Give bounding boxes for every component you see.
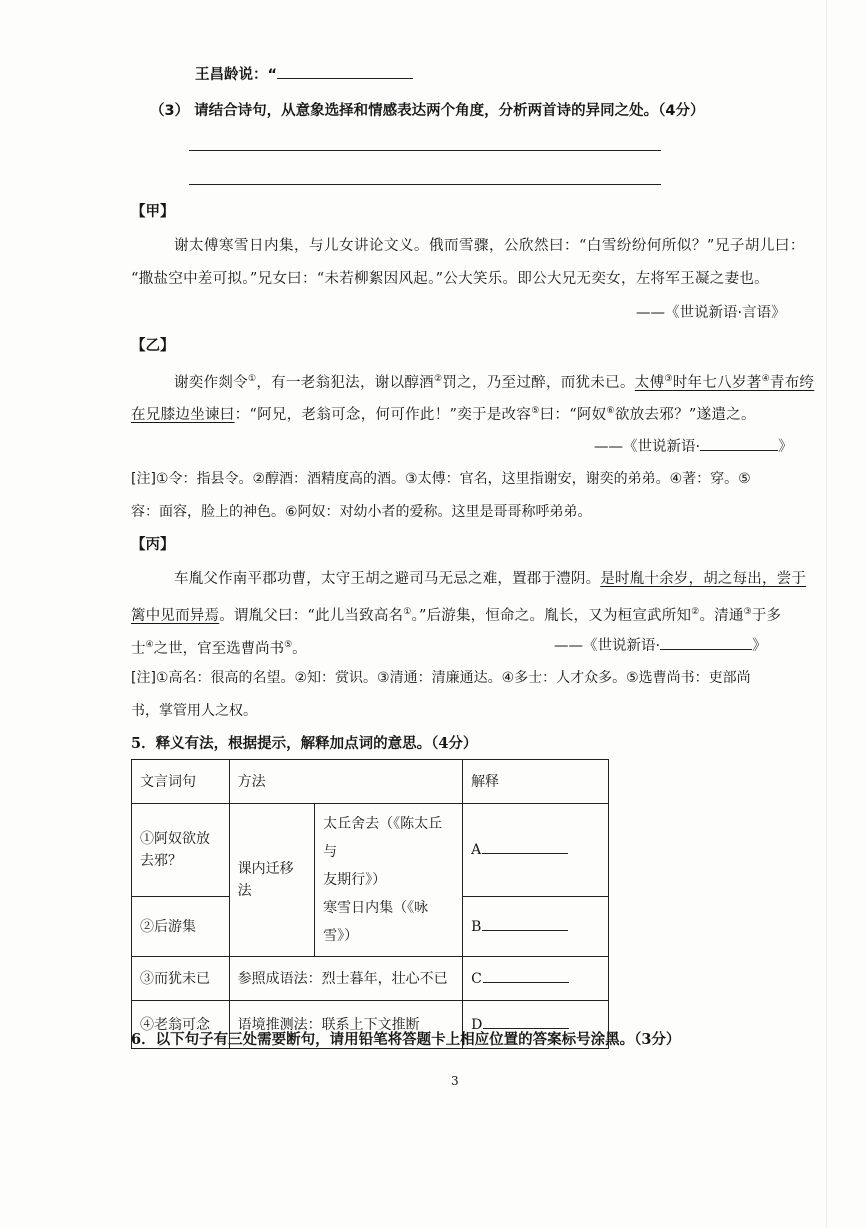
question-6: 6．以下句子有三处需要断句，请用铅笔将答题卡上相应位置的答案标号涂黑。（3分） [131, 1031, 681, 1048]
bing-text: 士 [131, 640, 146, 657]
wang-changling-text: 王昌龄说：“ [195, 67, 278, 83]
answer-label: C [471, 970, 482, 987]
answer-label: A [471, 842, 482, 859]
yi-source [594, 436, 793, 457]
answer-line-1 [189, 150, 661, 151]
footnote-mark: ① [248, 374, 257, 384]
section-bing-heading: 【丙】 [131, 536, 175, 553]
underlined-sentence [635, 375, 815, 391]
footnote-mark: ① [403, 607, 412, 617]
phrase-cell-4: ④老翁可念 [132, 1001, 230, 1049]
footnote-mark: ② [691, 607, 700, 617]
underlined-sentence: 在兄膝边坐谏曰 [131, 406, 235, 423]
bing-text: 之世，官至选曹尚书 [153, 640, 285, 657]
answer-blank[interactable] [483, 968, 569, 983]
question-5-title: 5．释义有法，根据提示，解释加点词的意思。（4分） [131, 735, 478, 752]
phrase-cell-1 [132, 804, 230, 897]
answer-cell-c[interactable] [463, 957, 609, 1001]
bing-text: 。 [292, 640, 307, 657]
q5-table [131, 759, 609, 1049]
source-blank [700, 436, 778, 451]
bing-source [554, 635, 767, 656]
section-yi-heading: 【乙】 [131, 337, 175, 354]
yi-notes-line-2: 容：面容，脸上的神色。⑥阿奴：对幼小者的爱称。这里是哥哥称呼弟弟。 [131, 504, 592, 520]
bing-text: 。”后游集，恒命之。胤长，又为桓宣武所知 [411, 607, 692, 624]
footnote-mark: ③ [664, 374, 673, 384]
underlined-sentence: 篱中见而异焉 [131, 607, 220, 624]
bing-paragraph-line-2 [131, 602, 781, 626]
bing-text: 。谓胤父曰：“此儿当致高名 [219, 607, 404, 624]
bing-text: 于多 [751, 607, 782, 624]
bing-paragraph-line-1 [174, 569, 806, 589]
table-row [132, 957, 609, 1001]
yi-text: ：“阿兄，老翁可念，何可作此！”奕于是改容 [234, 406, 532, 423]
yi-paragraph-line-2 [131, 401, 756, 425]
method-cell-3: 参照成语法：烈士暮年，壮心不已 [229, 957, 462, 1001]
phrase-cell-3: ③而犹未已 [132, 957, 230, 1001]
page-fold-shadow [826, 0, 827, 1228]
bing-text: 。清通 [699, 607, 744, 624]
example-text: 友期行》） [323, 872, 387, 888]
header-explanation: 解释 [463, 760, 609, 804]
header-method: 方法 [229, 760, 462, 804]
source-suffix: 》 [778, 439, 793, 455]
bing-notes-line-2: 书，掌管用人之权。 [131, 703, 257, 719]
bing-paragraph-line-3 [131, 635, 307, 659]
yi-text: 罚之，乃至过醉，而犹未已。 [442, 374, 635, 391]
answer-cell-b[interactable] [463, 897, 609, 957]
examples-cell [315, 804, 463, 957]
yi-text: 谢奕作剡令 [174, 374, 248, 391]
question-3: （3） 请结合诗句，从意象选择和情感表达两个角度，分析两首诗的异同之处。（4分） [150, 103, 705, 119]
header-phrase: 文言词句 [132, 760, 230, 804]
answer-blank [277, 64, 413, 79]
section-jia-heading: 【甲】 [131, 203, 175, 220]
source-blank [660, 635, 752, 650]
footnote-mark: ② [433, 374, 443, 384]
answer-label: B [471, 918, 482, 935]
table-header-row [132, 760, 609, 804]
source-suffix: 》 [752, 638, 767, 654]
bing-text: 车胤父作南平郡功曹，太守王胡之避司马无忌之难，置郡于澧阴。 [174, 571, 601, 587]
yi-text: 欲放去邪？”遂遣之。 [614, 406, 756, 423]
yi-paragraph-line-1 [174, 369, 814, 393]
method-shared-cell: 课内迁移法 [229, 804, 315, 957]
example-text: 太丘舍去（《陈太丘与 [323, 816, 443, 860]
yi-text: 青布绔 [769, 374, 815, 391]
answer-blank[interactable] [482, 839, 568, 854]
underlined-sentence: 是时胤十余岁，胡之每出，尝于 [600, 571, 807, 587]
page-number: 3 [451, 1074, 459, 1088]
yi-text: 太傅 [634, 374, 665, 391]
jia-paragraph-line-1: 谢太傅寒雪日内集，与儿女讲论文义。俄而雪骤，公欣然曰：“白雪纷纷何所似？”兄子胡儿曰： [174, 238, 805, 254]
answer-line-2 [189, 184, 661, 185]
footnote-mark: ③ [743, 607, 752, 617]
footnote-mark: ④ [145, 640, 154, 650]
answer-label: D [471, 1016, 483, 1033]
answer-blank[interactable] [483, 1014, 569, 1029]
example-text: 寒雪日内集（《咏雪》） [323, 900, 429, 944]
method-cell-4: 语境推测法：联系上下文推断 [229, 1001, 462, 1049]
phrase-text: ①阿奴欲放 [140, 831, 210, 848]
phrase-text: 去邪？ [140, 853, 182, 870]
wang-changling-line [195, 64, 413, 85]
source-prefix: ——《世说新语· [594, 439, 701, 455]
answer-cell-a[interactable] [463, 804, 609, 897]
footnote-mark: ⑤ [284, 640, 293, 650]
source-prefix: ——《世说新语· [554, 638, 661, 654]
yi-text: 时年七八岁著 [672, 374, 762, 391]
answer-blank[interactable] [482, 916, 568, 931]
yi-notes-line-1: [注]①令：指县令。②醇酒：酒精度高的酒。③太傅：官名，这里指谢安，谢奕的弟弟。④著：穿。⑤ [131, 471, 751, 487]
footnote-mark: ④ [761, 374, 770, 384]
footnote-mark: ⑥ [606, 406, 615, 416]
footnote-mark: ⑤ [531, 406, 540, 416]
phrase-cell-2: ②后游集 [132, 897, 230, 957]
bing-notes-line-1: [注]①高名：很高的名望。②知：赏识。③清通：清廉通达。④多士：人才众多。⑤选曹尚书：吏部尚 [131, 670, 751, 686]
table-row [132, 804, 609, 897]
jia-source: ——《世说新语·言语》 [636, 305, 786, 321]
yi-text: ，有一老翁犯法，谢以醇酒 [256, 374, 434, 391]
jia-paragraph-line-2: “撒盐空中差可拟。”兄女曰：“未若柳絮因风起。”公大笑乐。即公大兄无奕女，左将军王凝之妻也。 [131, 271, 769, 287]
yi-text: 曰：“阿奴 [539, 406, 607, 423]
